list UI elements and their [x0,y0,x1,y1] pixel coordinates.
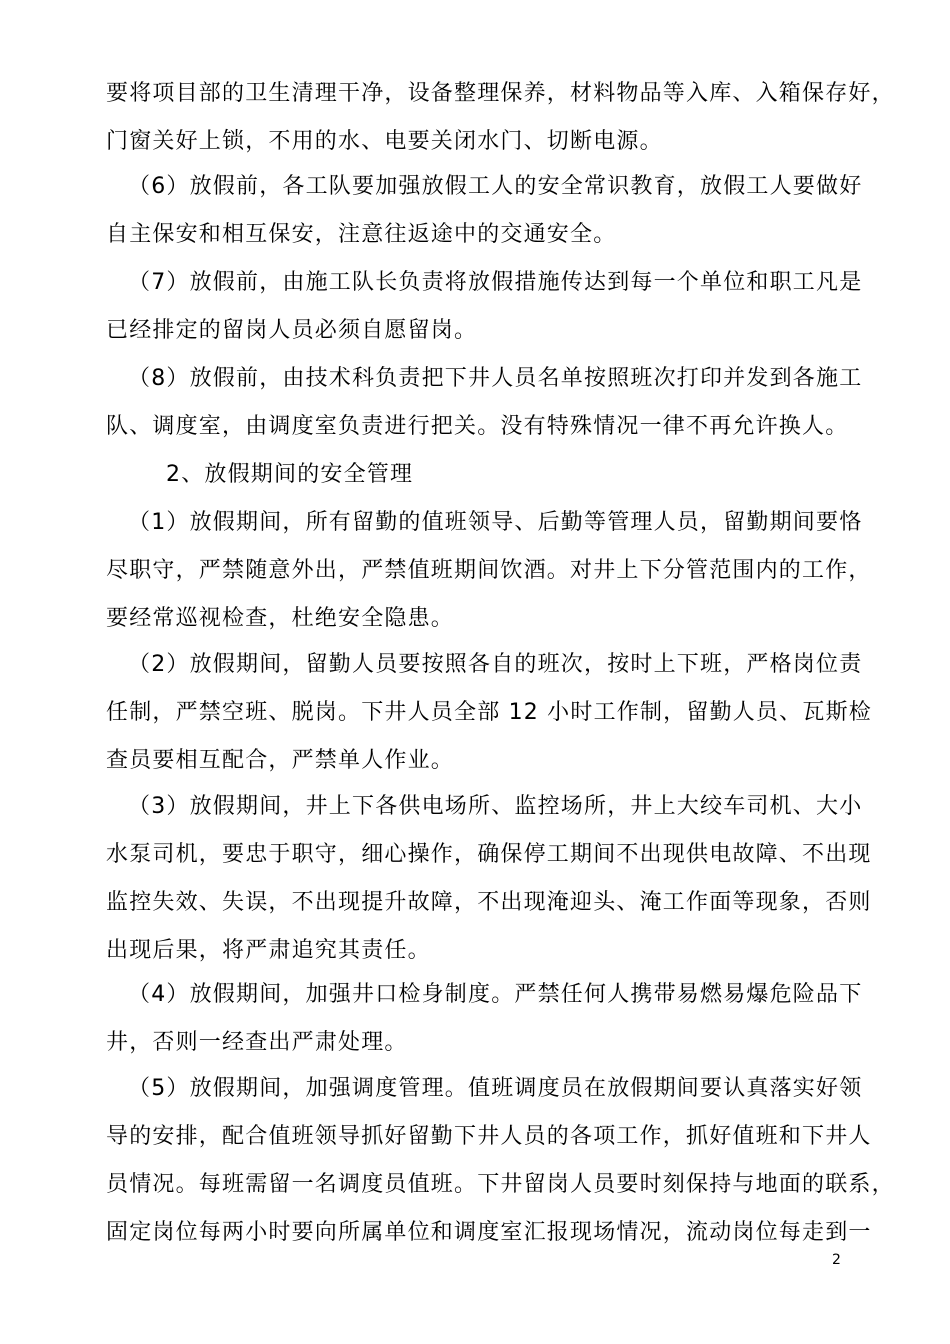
text-line: 出现后果，将严肃追究其责任。 [106,938,431,963]
text-line: 要将项目部的卫生清理干净，设备整理保养，材料物品等入库、入箱保存好， [106,81,895,106]
text-line: 查员要相互配合，严禁单人作业。 [106,748,455,773]
text-line: 井，否则一经查出严肃处理。 [106,1030,408,1055]
paragraph-6 [106,641,872,785]
text-line: 任制，严禁空班、脱岗。下井人员全部 12 小时工作制，留勤人员、瓦斯检 [106,700,872,725]
paragraph-4 [106,355,863,451]
text-line: （7）放假前，由施工队长负责将放假措施传达到每一个单位和职工凡是 [128,270,863,295]
text-line: 要经常巡视检查，杜绝安全隐患。 [106,606,455,631]
paragraph-3 [106,259,863,355]
text-line: （5）放假期间，加强调度管理。值班调度员在放假期间要认真落实好领 [128,1076,863,1101]
text-line: 监控失效、失误，不出现提升故障，不出现淹迎头、淹工作面等现象，否则 [106,890,872,915]
page-number: 2 [832,1252,841,1268]
text-line: （3）放假期间，井上下各供电场所、监控场所，井上大绞车司机、大小 [128,794,863,819]
text-line: （1）放假期间，所有留勤的值班领导、后勤等管理人员，留勤期间要恪 [128,510,863,535]
heading-line: 2、放假期间的安全管理 [166,462,414,487]
text-line: 员情况。每班需留一名调度员值班。下井留岗人员要时刻保持与地面的联系， [106,1172,895,1197]
section-heading [106,451,856,499]
text-line: （6）放假前，各工队要加强放假工人的安全常识教育，放假工人要做好 [128,174,863,199]
text-line: 队、调度室，由调度室负责进行把关。没有特殊情况一律不再允许换人。 [106,414,849,439]
text-line: 门窗关好上锁，不用的水、电要关闭水门、切断电源。 [106,129,663,154]
paragraph-8 [106,971,863,1067]
paragraph-2 [106,163,863,259]
paragraph-5 [106,499,872,643]
paragraph-1 [106,70,895,166]
text-line: （4）放假期间，加强井口检身制度。严禁任何人携带易燃易爆危险品下 [128,982,863,1007]
text-line: （2）放假期间，留勤人员要按照各自的班次，按时上下班，严格岗位责 [128,652,863,677]
text-line: 水泵司机，要忠于职守，细心操作，确保停工期间不出现供电故障、不出现 [106,842,872,867]
text-line: （8）放假前，由技术科负责把下井人员名单按照班次打印并发到各施工 [128,366,863,391]
text-line: 已经排定的留岗人员必须自愿留岗。 [106,318,478,343]
text-line: 尽职守，严禁随意外出，严禁值班期间饮酒。对井上下分管范围内的工作， [106,558,872,583]
paragraph-7 [106,783,872,975]
paragraph-9 [106,1065,895,1257]
text-line: 自主保安和相互保安，注意往返途中的交通安全。 [106,222,617,247]
text-line: 导的安排，配合值班领导抓好留勤下井人员的各项工作，抓好值班和下井人 [106,1124,872,1149]
text-line: 固定岗位每两小时要向所属单位和调度室汇报现场情况，流动岗位每走到一 [106,1220,872,1245]
